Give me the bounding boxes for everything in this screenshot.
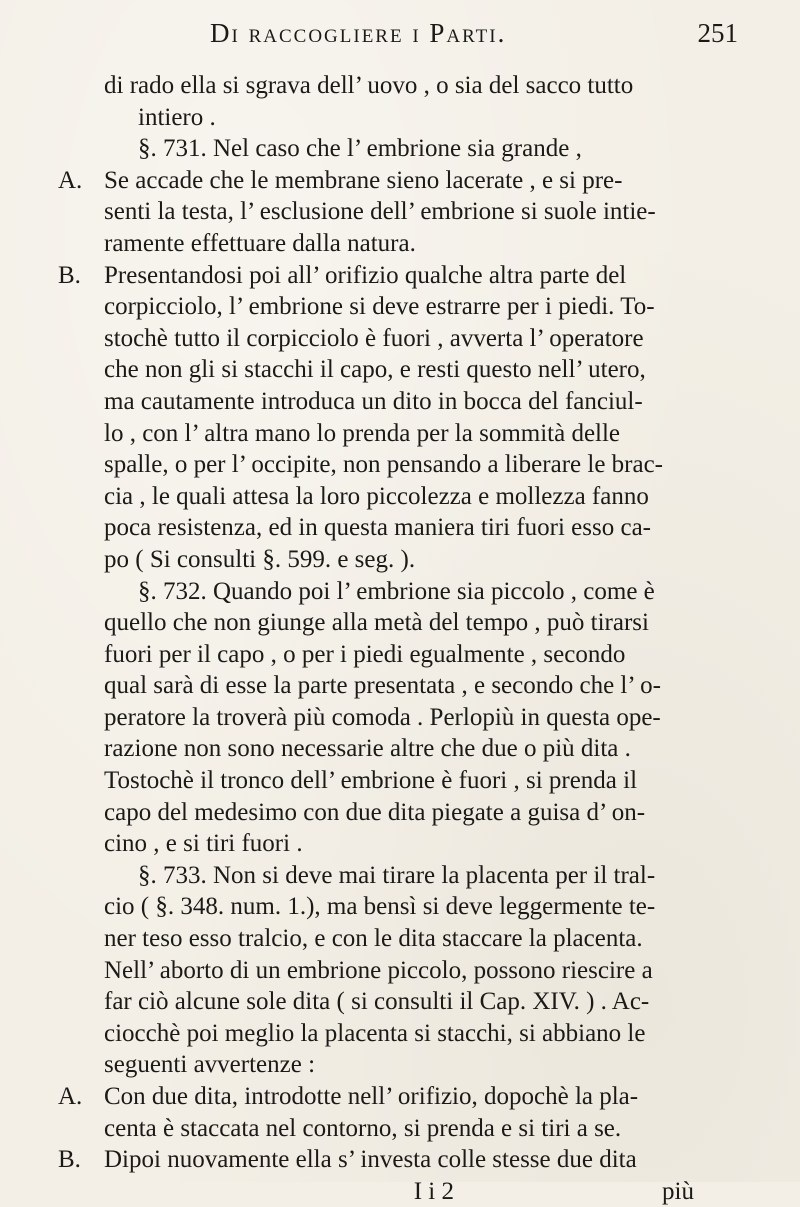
text-line: B. Presentandosi poi all’ orifizio qualche altra parte del	[104, 260, 754, 292]
text-line: ciocchè poi meglio la placenta si stacchi, si abbiano le	[104, 1019, 646, 1047]
page-number: 251	[697, 18, 738, 48]
text-line: qual sarà di esse la parte presentata , e secondo che l’ o-	[104, 672, 661, 700]
text-line: capo del medesimo con due dita piegate a guisa d’ on-	[104, 798, 646, 826]
catchword: più	[662, 1177, 694, 1205]
text-line: cia , le quali attesa la loro piccolezza e mollezza fanno	[104, 482, 649, 510]
text-line: corpicciolo, l’ embrione si deve estrarre per i piedi. To-	[104, 293, 655, 321]
text-line: po ( Si consulti §. 599. e seg. ).	[104, 545, 416, 573]
text-line: centa è staccata nel contorno, si prenda e si tiri a se.	[104, 1114, 622, 1142]
text-line: cino , e si tiri fuori .	[104, 830, 303, 858]
text-line: A. Con due dita, introdotte nell’ orifizio, dopochè la pla-	[104, 1081, 754, 1113]
body-text	[58, 70, 754, 1207]
section-731-heading: §. 731. Nel caso che l’ embrione sia grande ,	[138, 135, 582, 163]
text-line: cio ( §. 348. num. 1.), ma bensì si deve leggermente te-	[104, 893, 656, 921]
margin-letter: A.	[58, 1083, 83, 1110]
margin-letter: A.	[58, 166, 83, 194]
text-line: quello che non giunge alla metà del tempo , può tirarsi	[104, 609, 649, 637]
section-732-heading: §. 732. Quando poi l’ embrione sia piccolo , come è	[138, 577, 655, 605]
running-title: Di raccogliere i Parti.	[210, 18, 507, 48]
text-line: seguenti avvertenze :	[104, 1051, 316, 1079]
text-line: spalle, o per l’ occipite, non pensando a liberare le brac-	[104, 451, 664, 479]
text-line: B. Dipoi nuovamente ella s’ investa colle stesse due dita	[104, 1144, 754, 1176]
text-line: Tostochè il tronco dell’ embrione è fuori , si prenda il	[104, 767, 638, 795]
text-line: fuori per il capo , o per i piedi egualmente , secondo	[104, 640, 626, 668]
text-line: Nell’ aborto di un embrione piccolo, possono riescire a	[104, 956, 653, 984]
text-line: ner teso esso tralcio, e con le dita staccare la placenta.	[104, 925, 643, 953]
text-line: ma cautamente introduca un dito in bocca del fanciul-	[104, 387, 643, 415]
text-line: razione non sono necessarie altre che due o più dita .	[104, 735, 631, 763]
text-line: poca resistenza, ed in questa maniera tiri fuori esso ca-	[104, 514, 651, 542]
margin-letter: B.	[58, 261, 81, 289]
text-line: far ciò alcune sole dita ( si consulti il Cap. XIV. ) . Ac-	[104, 988, 650, 1016]
section-733-heading: §. 733. Non si deve mai tirare la placenta per il tral-	[138, 861, 656, 889]
text-line: senti la testa, l’ esclusione dell’ embrione si suole intie-	[104, 198, 656, 226]
text-line: stochè tutto il corpicciolo è fuori , avverta l’ operatore	[104, 324, 644, 352]
margin-letter: B.	[58, 1146, 81, 1174]
text-line: peratore la troverà più comoda . Perlopiù in questa ope-	[104, 703, 661, 731]
text-line: A. Se accade che le membrane sieno lacerate , e si pre-	[104, 165, 754, 197]
text-line: di rado ella si sgrava dell’ uovo , o sia del sacco tutto	[104, 72, 634, 99]
running-head	[0, 18, 800, 62]
text-line: lo , con l’ altra mano lo prenda per la sommità delle	[104, 419, 621, 447]
text-line: intiero .	[138, 103, 216, 131]
text-line: che non gli si stacchi il capo, e resti questo nell’ utero,	[104, 356, 646, 384]
footer-line	[194, 1176, 754, 1207]
text-line: ramente effettuare dalla natura.	[104, 229, 416, 257]
signature-mark: I i 2	[413, 1177, 454, 1205]
